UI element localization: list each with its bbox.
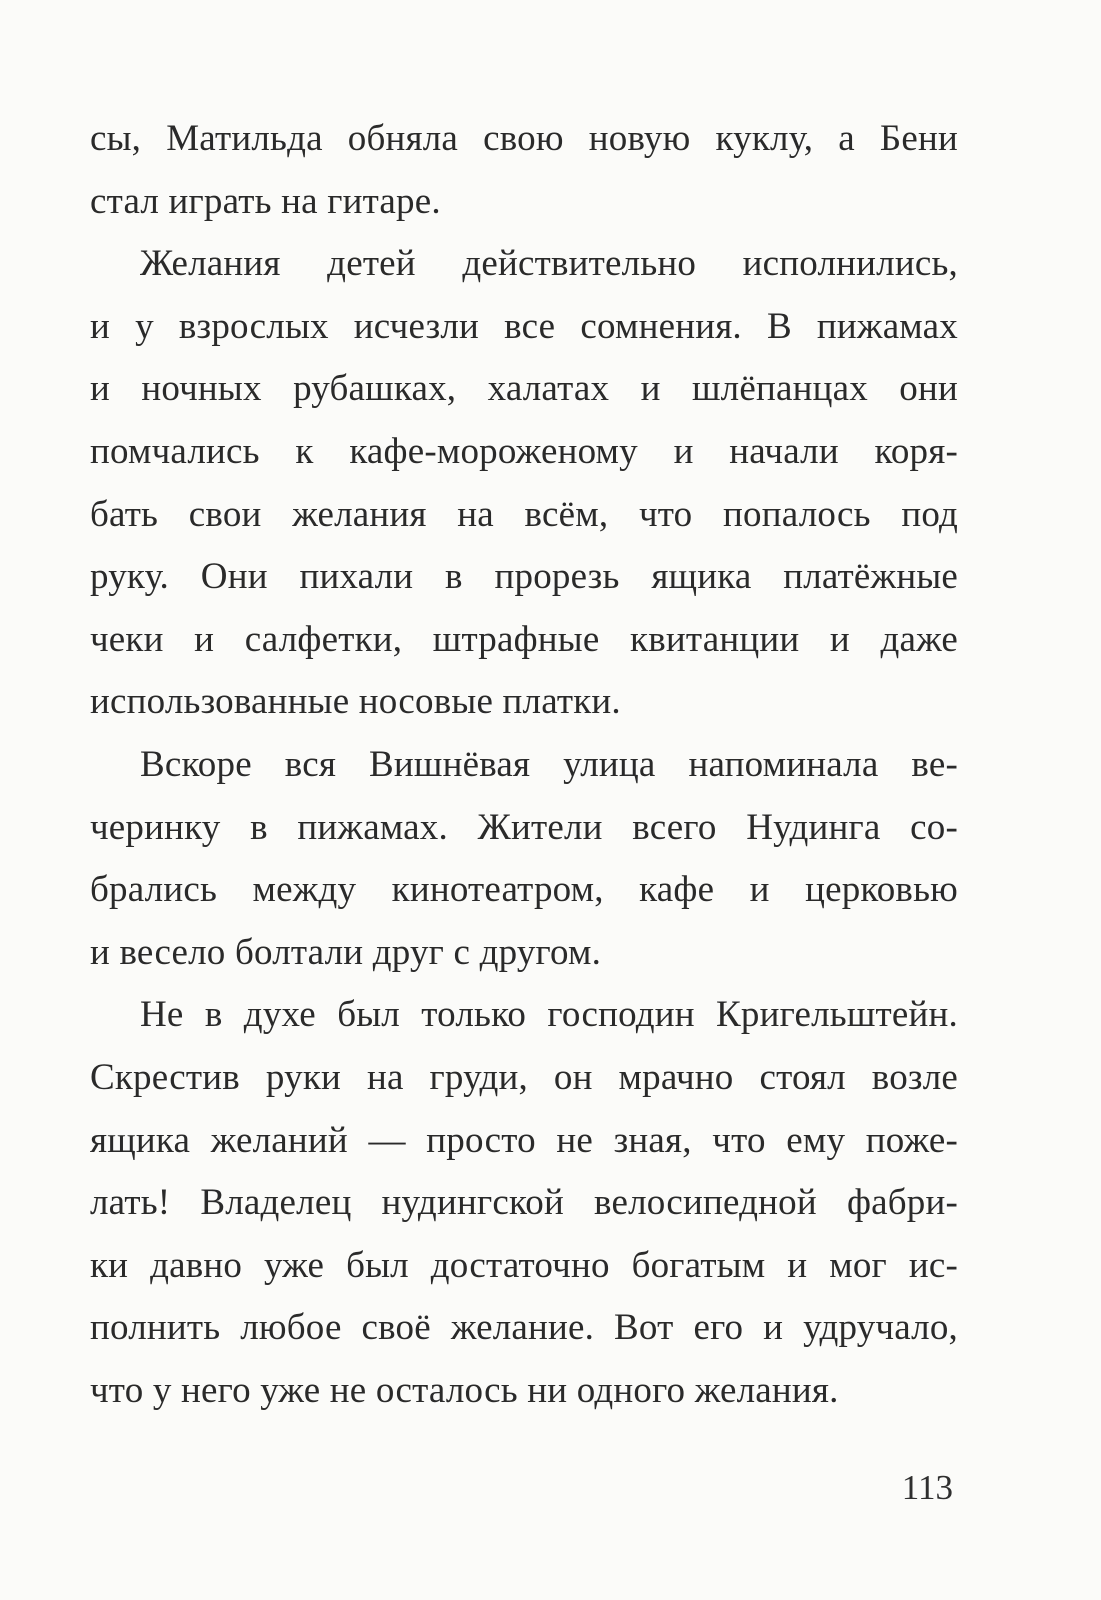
text-line: Не в духе был только господин Кригельштейн. (140, 994, 958, 1036)
text-line: брались между кинотеатром, кафе и церковью (90, 869, 958, 911)
text-line: полнить любое своё желание. Вот его и удручало, (90, 1307, 958, 1349)
page-number: 113 (901, 1468, 953, 1507)
text-line: чеки и салфетки, штрафные квитанции и даже (90, 618, 958, 660)
text-line: помчались к кафе-мороженому и начали коря- (90, 430, 958, 472)
text-line: и ночных рубашках, халатах и шлёпанцах они (90, 368, 958, 410)
text-line: Желания детей действительно исполнились, (140, 243, 958, 285)
text-line: Вскоре вся Вишнёвая улица напоминала ве- (140, 743, 958, 785)
text-line: и весело болтали друг с другом. (90, 931, 602, 973)
text-line: лать! Владелец нудингской велосипедной фабри- (90, 1182, 958, 1224)
text-line: сы, Матильда обняла свою новую куклу, а Бени (90, 118, 958, 159)
text-line: черинку в пижамах. Жители всего Нудинга со- (90, 806, 958, 848)
text-line: и у взрослых исчезли все сомнения. В пижамах (90, 305, 958, 347)
text-line: ящика желаний — просто не зная, что ему поже- (90, 1119, 958, 1161)
text-line: использованные носовые платки. (90, 681, 621, 723)
text-line: стал играть на гитаре. (90, 180, 441, 222)
text-line: что у него уже не осталось ни одного желания. (90, 1369, 839, 1411)
body-text (90, 108, 958, 1422)
text-line: Скрестив руки на груди, он мрачно стоял возле (90, 1056, 958, 1098)
text-line: ки давно уже был достаточно богатым и мог ис- (90, 1244, 958, 1286)
text-line: руку. Они пихали в прорезь ящика платёжные (90, 556, 958, 598)
text-line: бать свои желания на всём, что попалось под (90, 493, 958, 535)
